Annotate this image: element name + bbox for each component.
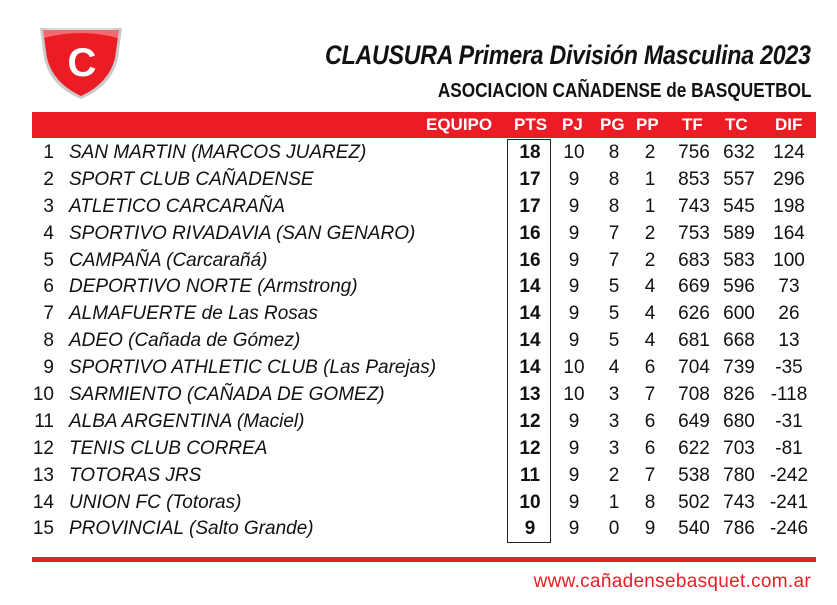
points: 17 bbox=[519, 168, 541, 190]
points-for: 622 bbox=[678, 437, 710, 459]
points-for: 649 bbox=[678, 410, 710, 432]
position: 10 bbox=[32, 384, 54, 406]
games-lost: 6 bbox=[644, 437, 656, 459]
points-for: 683 bbox=[678, 249, 710, 271]
points: 12 bbox=[519, 437, 541, 459]
position: 4 bbox=[43, 222, 54, 244]
points-for: 753 bbox=[678, 222, 710, 244]
points: 14 bbox=[519, 330, 541, 352]
points: 13 bbox=[519, 384, 541, 406]
points-against: 826 bbox=[723, 384, 755, 406]
points: 18 bbox=[519, 142, 541, 163]
games-lost: 6 bbox=[644, 357, 656, 379]
points-against: 780 bbox=[723, 464, 755, 486]
points-against: 786 bbox=[723, 518, 755, 540]
position: 3 bbox=[43, 195, 54, 217]
games-lost: 7 bbox=[644, 384, 656, 406]
games-won: 8 bbox=[608, 142, 620, 163]
games-won: 5 bbox=[608, 276, 620, 298]
standings-table bbox=[32, 140, 816, 543]
position: 5 bbox=[43, 249, 54, 271]
points-for: 681 bbox=[678, 330, 710, 352]
team-name: TOTORAS JRS bbox=[69, 464, 202, 486]
team-name: ADEO (Cañada de Gómez) bbox=[69, 330, 301, 352]
points-for: 538 bbox=[678, 464, 710, 486]
games-won: 8 bbox=[608, 195, 620, 217]
games-played: 9 bbox=[568, 491, 580, 513]
points: 14 bbox=[519, 357, 541, 379]
table-row bbox=[32, 167, 816, 194]
col-header-dif: DIF bbox=[775, 115, 803, 134]
points-against: 743 bbox=[723, 491, 755, 513]
points-for: 626 bbox=[678, 303, 710, 325]
games-won: 8 bbox=[608, 168, 620, 190]
points-against: 596 bbox=[723, 276, 755, 298]
points-against: 632 bbox=[723, 142, 755, 163]
table-row bbox=[32, 140, 816, 167]
points-against: 583 bbox=[723, 249, 755, 271]
points: 11 bbox=[519, 464, 541, 486]
position: 1 bbox=[43, 142, 54, 163]
points: 16 bbox=[519, 222, 541, 244]
games-played: 9 bbox=[568, 330, 580, 352]
team-name: SARMIENTO (CAÑADA DE GOMEZ) bbox=[69, 384, 385, 406]
games-played: 9 bbox=[568, 464, 580, 486]
games-won: 5 bbox=[608, 330, 620, 352]
table-row bbox=[32, 355, 816, 382]
games-played: 9 bbox=[568, 222, 580, 244]
team-name: SAN MARTIN (MARCOS JUAREZ) bbox=[69, 142, 367, 163]
games-lost: 6 bbox=[644, 410, 656, 432]
point-difference: -242 bbox=[769, 464, 809, 486]
position: 11 bbox=[34, 410, 54, 432]
point-difference: -241 bbox=[769, 491, 809, 513]
games-played: 9 bbox=[568, 437, 580, 459]
col-header-team: EQUIPO bbox=[426, 115, 493, 134]
games-played: 9 bbox=[568, 276, 580, 298]
col-header-pg: PG bbox=[600, 115, 625, 134]
position: 12 bbox=[32, 437, 54, 459]
point-difference: -35 bbox=[775, 357, 803, 379]
games-won: 7 bbox=[608, 222, 620, 244]
footer-divider bbox=[32, 557, 816, 562]
point-difference: -246 bbox=[769, 518, 809, 540]
points: 14 bbox=[519, 303, 541, 325]
games-played: 9 bbox=[568, 168, 580, 190]
page-title: CLAUSURA Primera División Masculina 2023 bbox=[325, 40, 811, 70]
point-difference: 198 bbox=[773, 195, 805, 217]
position: 8 bbox=[43, 330, 54, 352]
point-difference: 296 bbox=[773, 168, 805, 190]
points-against: 545 bbox=[723, 195, 755, 217]
games-won: 4 bbox=[608, 357, 620, 379]
points-against: 589 bbox=[723, 222, 755, 244]
games-played: 9 bbox=[568, 249, 580, 271]
points-for: 540 bbox=[678, 518, 710, 540]
table-header bbox=[32, 112, 816, 138]
position: 15 bbox=[32, 518, 54, 540]
games-lost: 4 bbox=[644, 303, 656, 325]
points-against: 680 bbox=[723, 410, 755, 432]
point-difference: -81 bbox=[775, 437, 803, 459]
col-header-pp: PP bbox=[636, 115, 659, 134]
points-for: 853 bbox=[678, 168, 710, 190]
team-name: PROVINCIAL (Salto Grande) bbox=[69, 518, 314, 540]
games-played: 10 bbox=[563, 142, 585, 163]
col-header-tc: TC bbox=[725, 115, 748, 134]
team-name: ALMAFUERTE de Las Rosas bbox=[69, 303, 318, 325]
point-difference: 26 bbox=[778, 303, 800, 325]
points: 10 bbox=[519, 491, 541, 513]
games-lost: 2 bbox=[644, 249, 656, 271]
games-played: 9 bbox=[568, 303, 580, 325]
games-played: 10 bbox=[563, 357, 585, 379]
points: 14 bbox=[519, 276, 541, 298]
games-won: 2 bbox=[608, 464, 620, 486]
games-played: 10 bbox=[563, 384, 585, 406]
games-lost: 1 bbox=[644, 195, 656, 217]
points-against: 557 bbox=[723, 168, 755, 190]
games-won: 3 bbox=[608, 410, 620, 432]
games-won: 1 bbox=[608, 491, 620, 513]
points: 9 bbox=[524, 518, 536, 540]
games-lost: 2 bbox=[644, 142, 656, 163]
table-row bbox=[32, 301, 816, 328]
team-name: UNION FC (Totoras) bbox=[69, 491, 242, 513]
team-name: SPORTIVO ATHLETIC CLUB (Las Parejas) bbox=[69, 357, 437, 379]
table-row bbox=[32, 409, 816, 436]
table-row bbox=[32, 490, 816, 517]
points: 12 bbox=[519, 410, 541, 432]
games-lost: 2 bbox=[644, 222, 656, 244]
points: 16 bbox=[519, 249, 541, 271]
points-for: 743 bbox=[678, 195, 710, 217]
points-against: 668 bbox=[723, 330, 755, 352]
table-row bbox=[32, 274, 816, 301]
games-won: 7 bbox=[608, 249, 620, 271]
table-row bbox=[32, 328, 816, 355]
games-lost: 9 bbox=[644, 518, 656, 540]
position: 2 bbox=[43, 168, 54, 190]
col-header-tf: TF bbox=[682, 115, 703, 134]
points-for: 669 bbox=[678, 276, 710, 298]
table-row bbox=[32, 194, 816, 221]
association-name: ASOCIACION CAÑADENSE de BASQUETBOL bbox=[437, 80, 811, 102]
website-link[interactable]: www.cañadensebasquet.com.ar bbox=[533, 571, 811, 592]
points-against: 739 bbox=[723, 357, 755, 379]
team-name: TENIS CLUB CORREA bbox=[69, 437, 268, 459]
team-name: SPORT CLUB CAÑADENSE bbox=[69, 168, 314, 190]
table-row bbox=[32, 221, 816, 248]
games-lost: 7 bbox=[644, 464, 656, 486]
games-won: 5 bbox=[608, 303, 620, 325]
position: 13 bbox=[32, 464, 54, 486]
position: 9 bbox=[43, 357, 54, 379]
games-played: 9 bbox=[568, 410, 580, 432]
table-row bbox=[32, 382, 816, 409]
team-name: ATLETICO CARCARAÑA bbox=[69, 195, 286, 217]
games-won: 3 bbox=[608, 384, 620, 406]
position: 7 bbox=[43, 303, 54, 325]
points: 17 bbox=[519, 195, 541, 217]
games-lost: 4 bbox=[644, 276, 656, 298]
point-difference: -31 bbox=[775, 410, 803, 432]
games-lost: 4 bbox=[644, 330, 656, 352]
col-header-pj: PJ bbox=[562, 115, 583, 134]
point-difference: 124 bbox=[773, 142, 805, 163]
games-played: 9 bbox=[568, 195, 580, 217]
table-row bbox=[32, 516, 816, 543]
points-for: 708 bbox=[678, 384, 710, 406]
table-row bbox=[32, 436, 816, 463]
team-name: CAMPAÑA (Carcarañá) bbox=[69, 249, 268, 271]
games-lost: 1 bbox=[644, 168, 656, 190]
logo-letter: C bbox=[67, 41, 97, 85]
team-name: ALBA ARGENTINA (Maciel) bbox=[69, 410, 305, 432]
games-won: 0 bbox=[608, 518, 620, 540]
games-won: 3 bbox=[608, 437, 620, 459]
team-name: SPORTIVO RIVADAVIA (SAN GENARO) bbox=[69, 222, 416, 244]
points-against: 600 bbox=[723, 303, 755, 325]
point-difference: 13 bbox=[778, 330, 800, 352]
points-for: 704 bbox=[678, 357, 710, 379]
table-row bbox=[32, 463, 816, 490]
table-row bbox=[32, 248, 816, 275]
points-against: 703 bbox=[723, 437, 755, 459]
points-for: 502 bbox=[678, 491, 710, 513]
points-for: 756 bbox=[678, 142, 710, 163]
position: 14 bbox=[32, 491, 54, 513]
point-difference: 100 bbox=[773, 249, 805, 271]
position: 6 bbox=[43, 276, 54, 298]
club-shield-logo bbox=[38, 20, 124, 100]
point-difference: -118 bbox=[770, 384, 808, 406]
point-difference: 73 bbox=[778, 276, 800, 298]
games-played: 9 bbox=[568, 518, 580, 540]
col-header-pts: PTS bbox=[514, 115, 548, 134]
games-lost: 8 bbox=[644, 491, 656, 513]
team-name: DEPORTIVO NORTE (Armstrong) bbox=[69, 276, 358, 298]
point-difference: 164 bbox=[773, 222, 805, 244]
